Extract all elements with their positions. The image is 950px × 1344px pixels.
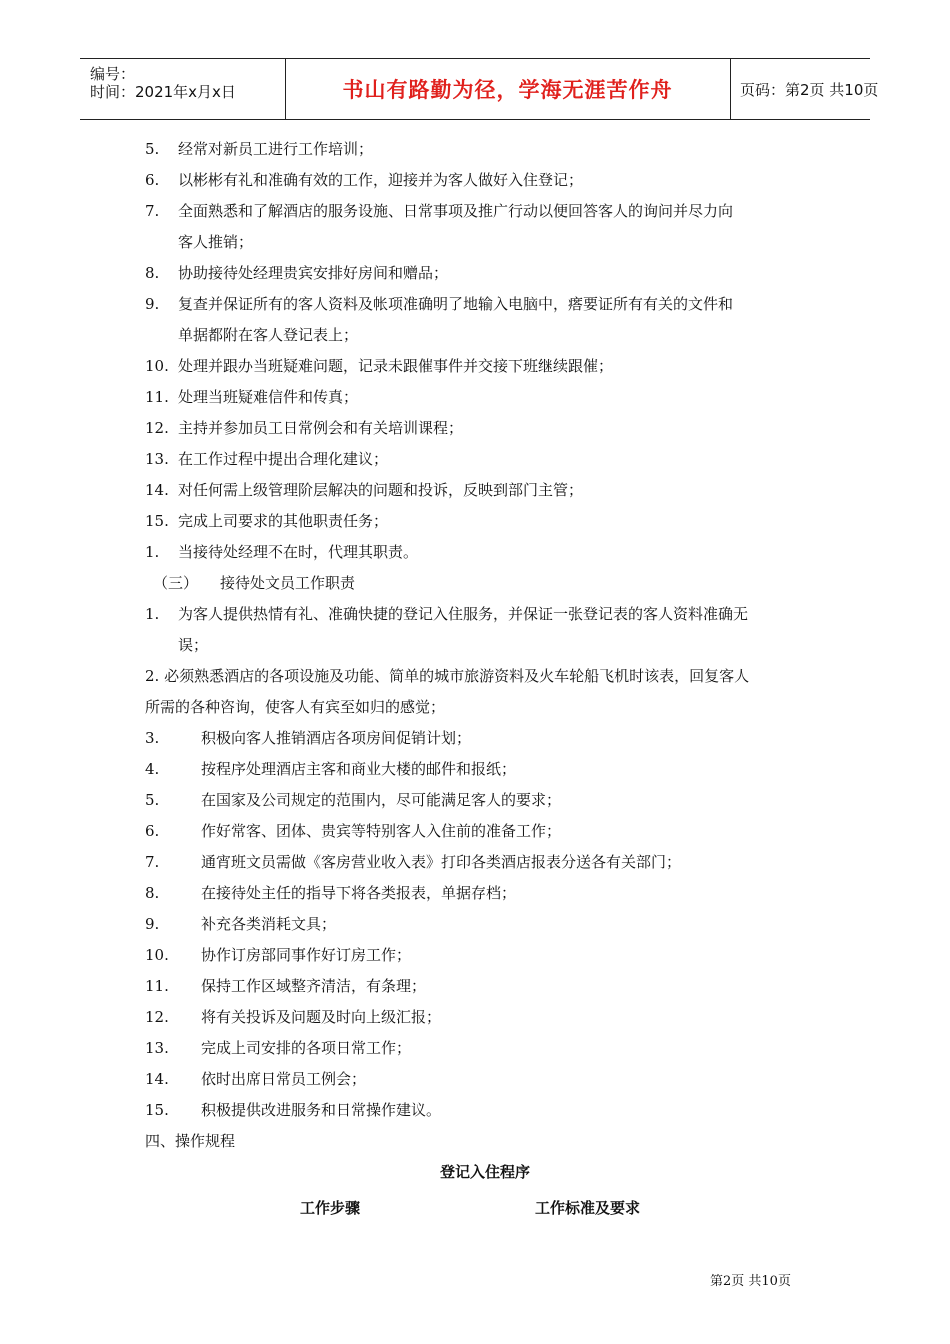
list-item: [145, 351, 825, 382]
item-number: 9.: [145, 295, 160, 313]
list-item: [145, 413, 825, 444]
list-item: [145, 971, 825, 1002]
item-number: 15.: [145, 512, 169, 530]
item-number: 14.: [145, 481, 169, 499]
list-item: [145, 165, 825, 196]
list-item: [145, 1002, 825, 1033]
list-item: [145, 785, 825, 816]
list-item: [145, 258, 825, 289]
list-item: [145, 847, 825, 878]
list-item: [145, 661, 825, 692]
item-text: 通宵班文员需做《客房营业收入表》打印各类酒店报表分送各有关部门；: [201, 853, 682, 871]
list-item-continuation: [145, 630, 825, 661]
item-number: 7.: [145, 853, 160, 871]
item-text: 处理当班疑难信件和传真；: [178, 388, 359, 406]
item-text: 对任何需上级管理阶层解决的问题和投诉，反映到部门主管；: [178, 481, 584, 499]
item-number: 9.: [145, 915, 160, 933]
item-text: 经常对新员工进行工作培训；: [178, 140, 374, 158]
item-text: 协作订房部同事作好订房工作；: [201, 946, 412, 964]
item-number: 8.: [145, 884, 160, 902]
item-number: 6.: [145, 822, 160, 840]
item-text: 将有关投诉及问题及时向上级汇报；: [201, 1008, 442, 1026]
item-text: 积极向客人推销酒店各项房间促销计划；: [201, 729, 472, 747]
list-item: [145, 723, 825, 754]
list-item: [145, 1064, 825, 1095]
header-page-cell: [730, 59, 880, 119]
list-item: [145, 444, 825, 475]
page-footer: 第2页 共10页: [710, 1274, 791, 1289]
list-item: [145, 816, 825, 847]
item-number: 10.: [145, 357, 169, 375]
item-text: 依时出席日常员工例会；: [201, 1070, 367, 1088]
table-header-steps: 工作步骤: [300, 1199, 361, 1217]
item-number: 12.: [145, 419, 169, 437]
item-number: 1.: [145, 605, 160, 623]
list-item: [145, 475, 825, 506]
item-number: 5.: [145, 791, 160, 809]
section-4-heading: 四、操作规程: [145, 1132, 236, 1150]
item-number: 8.: [145, 264, 160, 282]
item-number: 1.: [145, 543, 160, 561]
item-text: 作好常客、团体、贵宾等特别客人入住前的准备工作；: [201, 822, 562, 840]
motto: 书山有路勤为径，学海无涯苦作舟: [342, 78, 673, 102]
item-text: 按程序处理酒店主客和商业大楼的邮件和报纸；: [201, 760, 517, 778]
item-text: 在接待处主任的指导下将各类报表，单据存档；: [201, 884, 517, 902]
list-item: [145, 196, 825, 227]
list-item-continuation: [145, 227, 825, 258]
time-label: 时间：2021年x月x日: [90, 83, 236, 101]
item-number: 3.: [145, 729, 160, 747]
item-text-cont: 单据都附在客人登记表上；: [178, 326, 359, 344]
item-text: 当接待处经理不在时，代理其职责。: [178, 543, 419, 561]
list-item: [145, 382, 825, 413]
item-text-cont: 客人推销；: [178, 233, 254, 251]
item-text: 补充各类消耗文具；: [201, 915, 337, 933]
duty-list-supervisor: [145, 134, 825, 568]
item-number: 10.: [145, 946, 169, 964]
list-item: [145, 1095, 825, 1126]
item-number: 11.: [145, 977, 169, 995]
item-text: 全面熟悉和了解酒店的服务设施、日常事项及推广行动以便回答客人的询问并尽力向: [178, 202, 734, 220]
item-number: 13.: [145, 1039, 169, 1057]
table-header-standards: 工作标准及要求: [535, 1199, 641, 1217]
section-3-title: 接待处文员工作职责: [220, 574, 356, 592]
list-item: [145, 1033, 825, 1064]
item-text-cont: 误；: [178, 636, 209, 654]
document-body: [145, 134, 825, 1188]
item-text: 积极提供改进服务和日常操作建议。: [201, 1101, 442, 1119]
item-text: 保持工作区域整齐清洁，有条理；: [201, 977, 427, 995]
item-text: 协助接待处经理贵宾安排好房间和赠品；: [178, 264, 449, 282]
page-header: [80, 58, 879, 120]
list-item: [145, 878, 825, 909]
item-text: 完成上司安排的各项日常工作；: [201, 1039, 412, 1057]
item-text: 为客人提供热情有礼、准确快捷的登记入住服务，并保证一张登记表的客人资料准确无: [178, 605, 749, 623]
list-item: [145, 506, 825, 537]
list-item: [145, 754, 825, 785]
item-text: 2. 必须熟悉酒店的各项设施及功能、简单的城市旅游资料及火车轮船飞机时该表，回复客人: [145, 667, 750, 685]
list-item: [145, 909, 825, 940]
section-3-heading: [145, 568, 825, 599]
item-text: 复查并保证所有的客人资料及帐项准确明了地输入电脑中，瘩要证所有有关的文件和: [178, 295, 734, 313]
item-text: 完成上司要求的其他职责任务；: [178, 512, 389, 530]
item-number: 6.: [145, 171, 160, 189]
item-number: 7.: [145, 202, 160, 220]
section-3-number: （三）: [153, 574, 199, 592]
item-text: 处理并跟办当班疑难问题，记录未跟催事件并交接下班继续跟催；: [178, 357, 614, 375]
list-item-continuation: [145, 692, 825, 723]
item-text-cont: 所需的各种咨询，使客人有宾至如归的感觉；: [145, 698, 446, 716]
item-number: 14.: [145, 1070, 169, 1088]
item-text: 在工作过程中提出合理化建议；: [178, 450, 389, 468]
header-page-label: 页码：第2页 共10页: [740, 80, 879, 99]
number-label: 编号：: [90, 65, 136, 83]
list-item: [145, 940, 825, 971]
item-text: 主持并参加员工日常例会和有关培训课程；: [178, 419, 464, 437]
item-number: 15.: [145, 1101, 169, 1119]
item-number: 5.: [145, 140, 160, 158]
item-number: 12.: [145, 1008, 169, 1026]
item-text: 以彬彬有礼和准确有效的工作，迎接并为客人做好入住登记；: [178, 171, 584, 189]
list-item: [145, 289, 825, 320]
header-motto-cell: [285, 59, 731, 119]
duty-list-clerk: [145, 723, 825, 1126]
header-left-cell: [80, 59, 286, 119]
list-item-continuation: [145, 320, 825, 351]
item-number: 11.: [145, 388, 169, 406]
list-item: [145, 599, 825, 630]
procedure-title: 登记入住程序: [439, 1163, 530, 1181]
item-number: 4.: [145, 760, 160, 778]
list-item: [145, 134, 825, 165]
item-number: 13.: [145, 450, 169, 468]
list-item: [145, 537, 825, 568]
item-text: 在国家及公司规定的范围内，尽可能满足客人的要求；: [201, 791, 562, 809]
